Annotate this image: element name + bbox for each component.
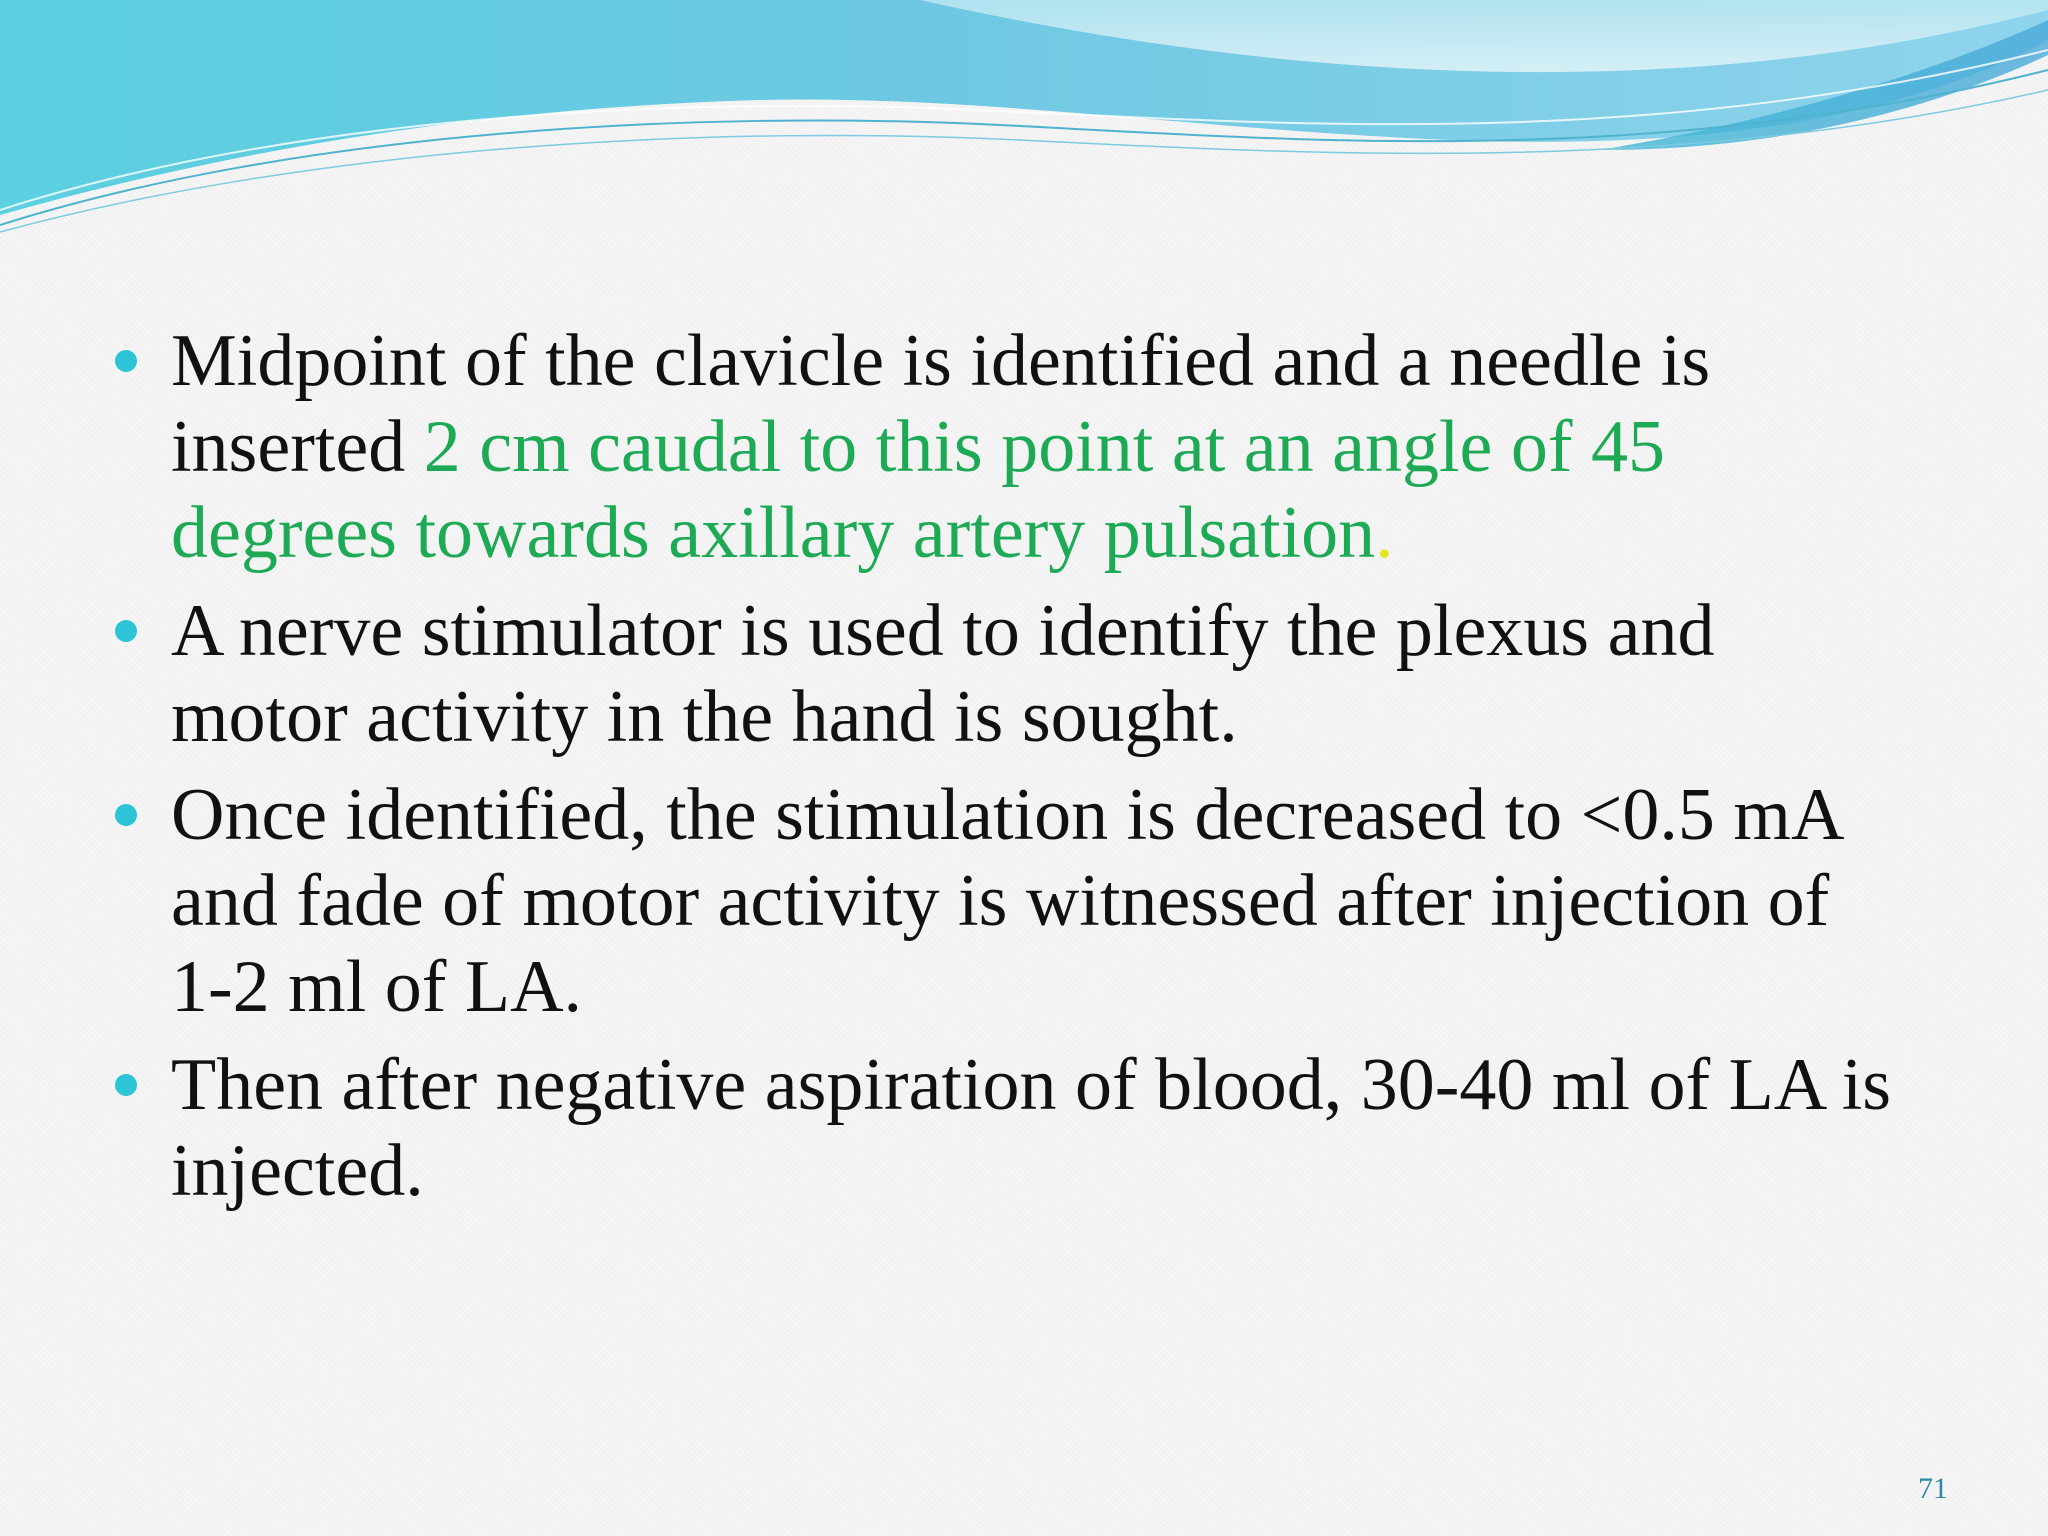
bullet-text: Once identified, the stimulation is decreased to <0.5 mA and fade of motor activity is witnessed after injection of 1-2 ml of LA.: [171, 774, 1841, 1028]
bullet-text: A nerve stimulator is used to identify the plexus and motor activity in the hand is sought.: [171, 590, 1715, 758]
bullet-icon: [115, 620, 137, 642]
bullet-item: [105, 588, 1905, 760]
bullet-icon: [115, 350, 137, 372]
bullet-text-plain: Midpoint of the clavicle is identified and a needle is inserted: [171, 320, 1711, 488]
bullet-icon: [115, 804, 137, 826]
bullet-list: [105, 318, 1905, 1226]
header-wave-decoration: [0, 0, 2048, 260]
bullet-item: [105, 772, 1905, 1030]
bullet-icon: [115, 1074, 137, 1096]
bullet-text: Then after negative aspiration of blood, 30-40 ml of LA is injected.: [171, 1044, 1892, 1212]
bullet-text-yellow-period: .: [1375, 492, 1394, 574]
page-number: 71: [1918, 1472, 1948, 1505]
bullet-item: [105, 318, 1905, 576]
bullet-item: [105, 1042, 1905, 1214]
bullet-text-green-highlight: 2 cm caudal to this point at an angle of 45 degrees towards axillary artery pulsation: [171, 406, 1665, 574]
